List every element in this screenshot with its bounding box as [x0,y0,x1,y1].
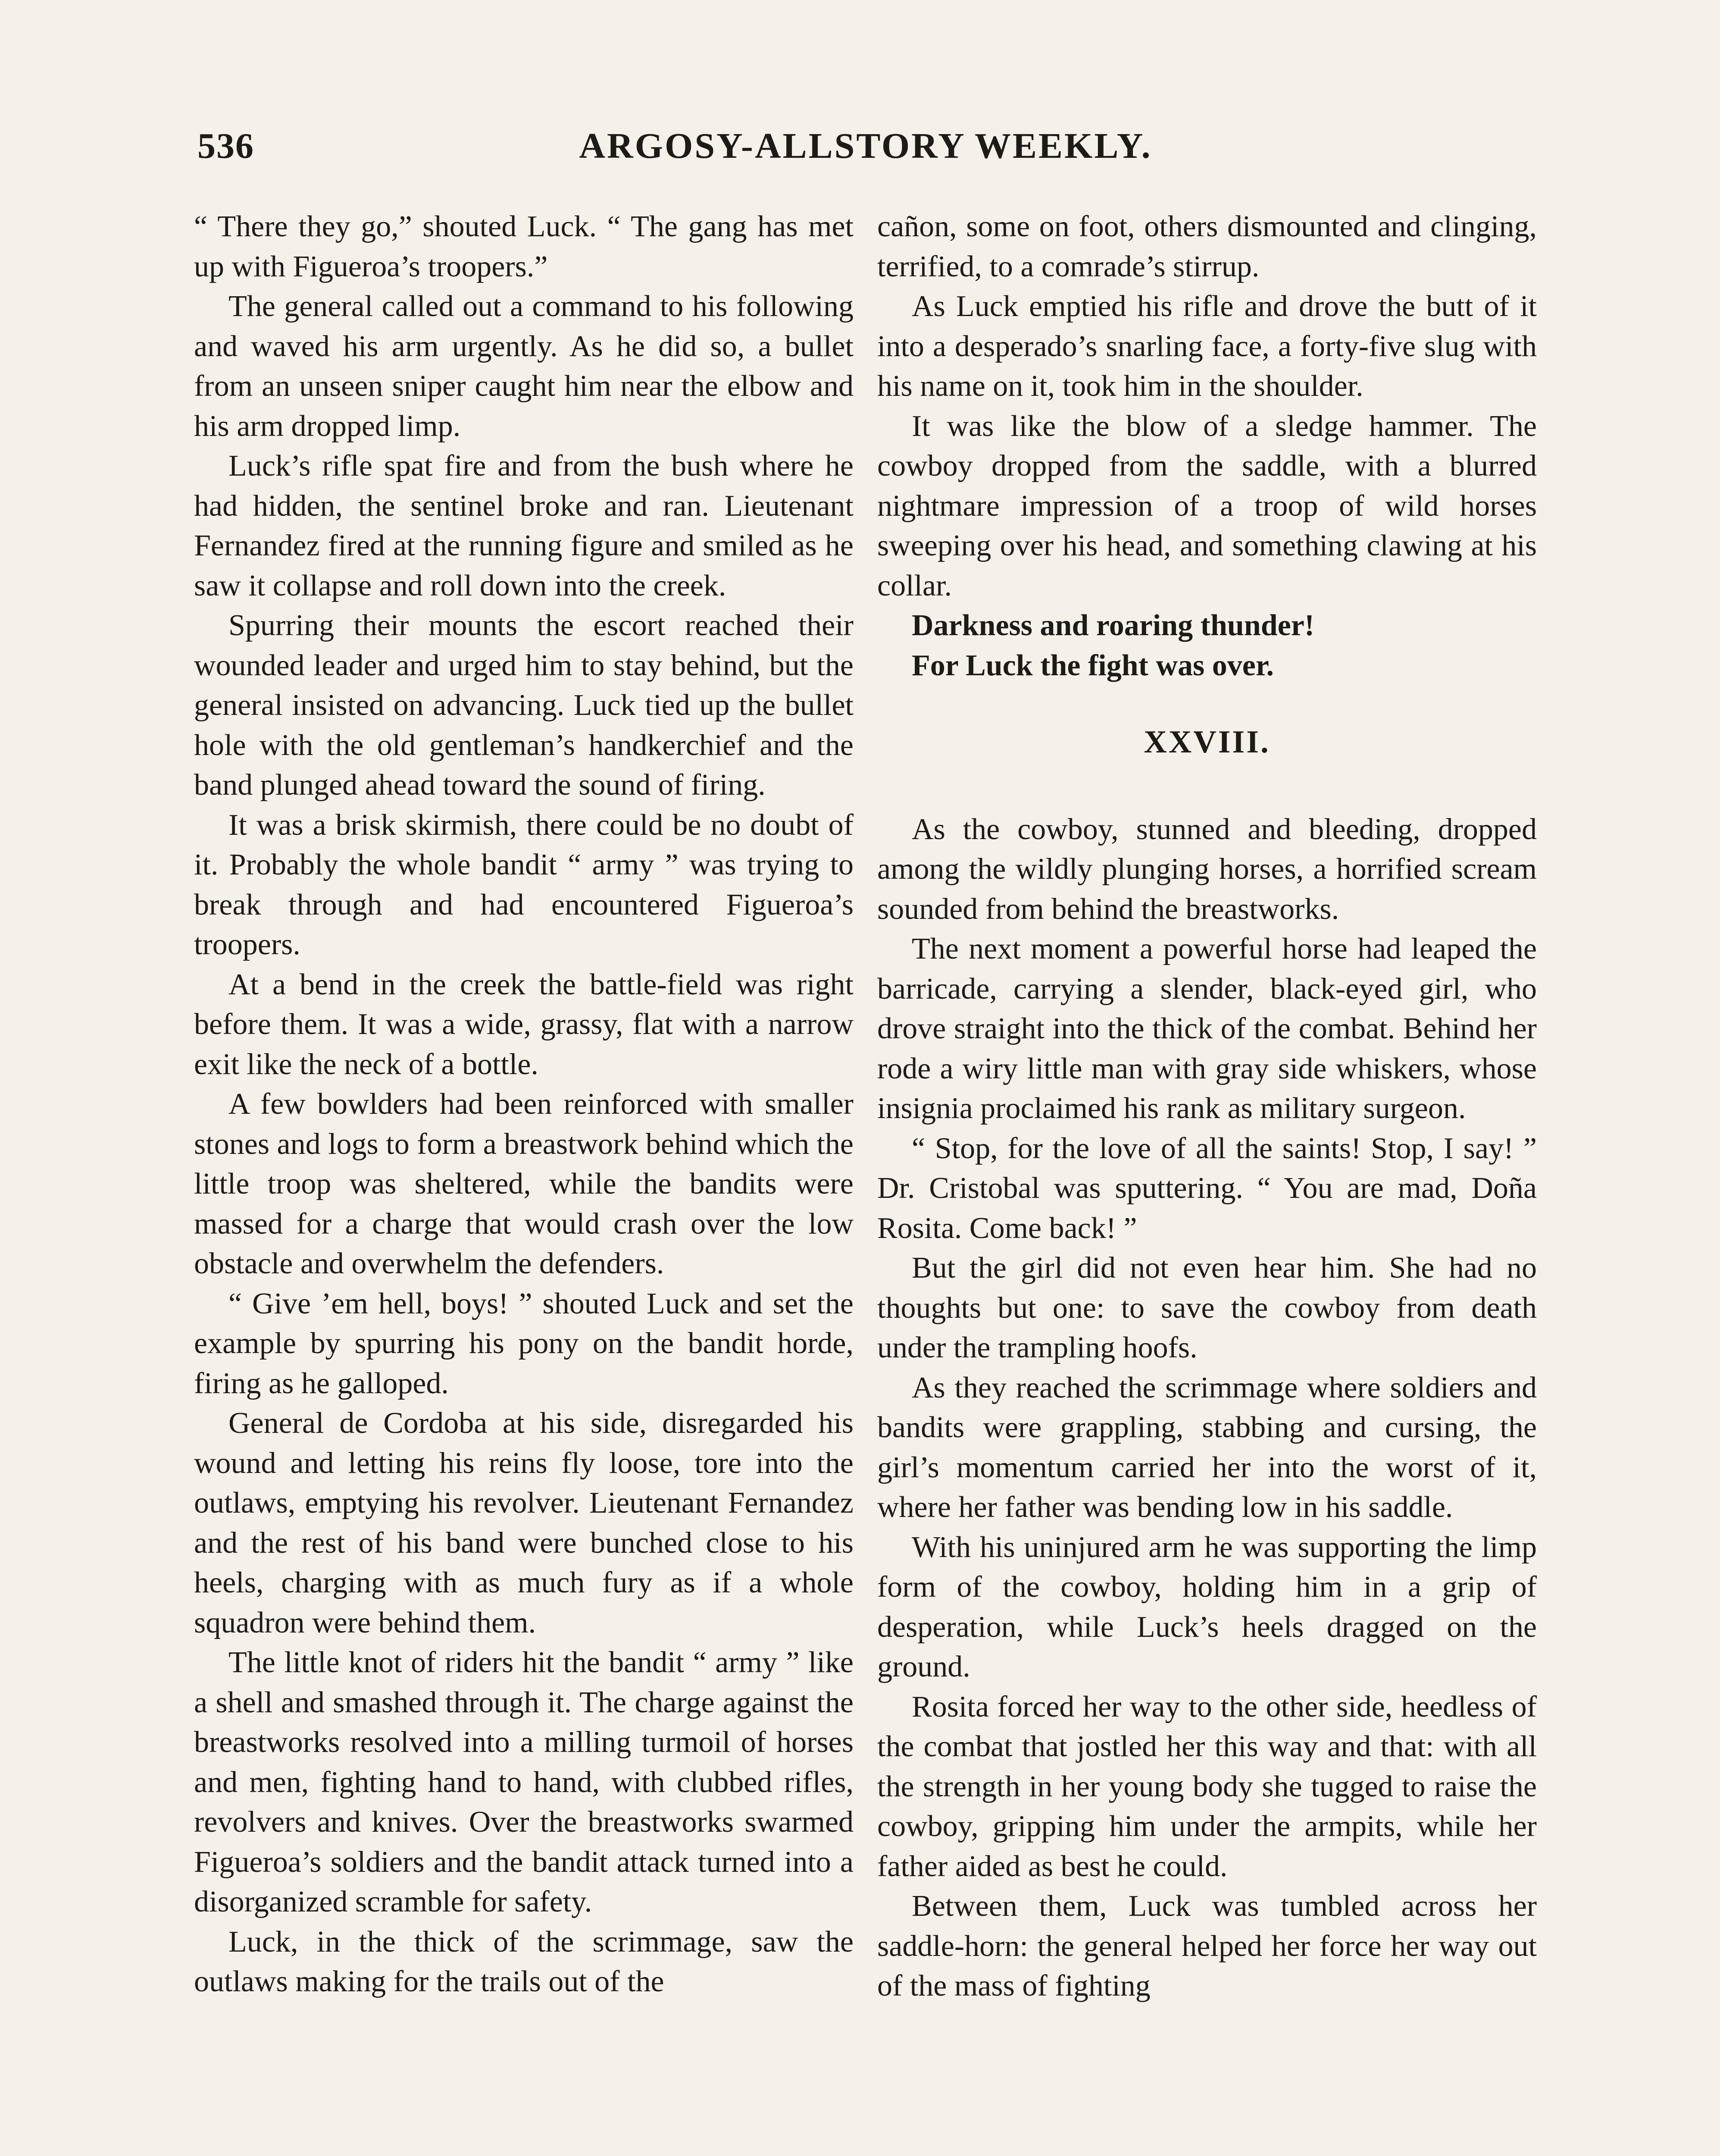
paragraph: General de Cordoba at his side, disregarded his wound and letting his reins fly loose, tore into the outlaws, emptying his revolver. Lieutenant Fernandez and the rest of his band were bunched close to his heels, charging with as much fury as if a whole squadron were behind them. [194,1407,854,1639]
paragraph: Spurring their mounts the escort reached their wounded leader and urged him to stay behind, but the general insisted on advancing. Luck tied up the bullet hole with the old gentleman’s handkerchief and the band plunged ahead toward the sound of firing. [194,609,854,802]
paragraph: The next moment a powerful horse had leaped the barricade, carrying a slender, black-eyed girl, who drove straight into the thick of the combat. Behind her rode a wiry little man with gray side whiskers, whose insignia proclaimed his rank as military surgeon. [877,932,1537,1125]
paragraph: “ There they go,” shouted Luck. “ The gang has met up with Figueroa’s troopers.” [194,210,854,283]
paragraph: At a bend in the creek the battle-field was right before them. It was a wide, grassy, flat with a narrow exit like the neck of a bottle. [194,968,854,1081]
paragraph: The little knot of riders hit the bandit “ army ” like a shell and smashed through it. The charge against the breastworks resolved into a milling turmoil of horses and men, fighting hand to hand, with clubbed rifles, revolvers and knives. Over the breastworks swarmed Figueroa’s soldiers and the bandit attack turned into a disorganized scramble for safety. [194,1646,854,1918]
left-column [194,207,854,2002]
paragraph: As the cowboy, stunned and bleeding, dropped among the wildly plunging horses, a horrified scream sounded from behind the breastworks. [877,812,1537,926]
chapter-heading: XXVIII. [1144,724,1270,760]
paragraph: Rosita forced her way to the other side, heedless of the combat that jostled her this way and that: with all the strength in her young body she tugged to raise the cowboy, gripping him under the armpits, while her father aided as best he could. [877,1690,1537,1883]
paragraph: Luck’s rifle spat fire and from the bush where he had hidden, the sentinel broke and ran. Lieutenant Fernandez fired at the running figure and smiled as he saw it collapse and roll down into the creek. [194,449,854,602]
paragraph: But the girl did not even hear him. She had no thoughts but one: to save the cowboy from death under the trampling hoofs. [877,1251,1537,1364]
paragraph: As they reached the scrimmage where soldiers and bandits were grappling, stabbing and cursing, the girl’s momentum carried her into the worst of it, where her father was bending low in his saddle. [877,1371,1537,1524]
page-header [197,125,1534,181]
paragraph: “ Give ’em hell, boys! ” shouted Luck and set the example by spurring his pony on the bandit horde, firing as he galloped. [194,1287,854,1400]
right-column [877,207,1537,2006]
paragraph: It was like the blow of a sledge hammer. The cowboy dropped from the saddle, with a blurred nightmare impression of a troop of wild horses sweeping over his head, and something clawing at his collar. [877,409,1537,602]
paragraph: Luck, in the thick of the scrimmage, saw the outlaws making for the trails out of the [194,1925,854,1998]
paragraph: A few bowlders had been reinforced with smaller stones and logs to form a breastwork behind which the little troop was sheltered, while the bandits were massed for a charge that would crash over the low obstacle and overwhelm the defenders. [194,1087,854,1280]
paragraph: It was a brisk skirmish, there could be no doubt of it. Probably the whole bandit “ army ” was trying to break through and had encountered Figueroa’s troopers. [194,808,854,961]
paragraph: “ Stop, for the love of all the saints! Stop, I say! ” Dr. Cristobal was sputtering. “ You are mad, Doña Rosita. Come back! ” [877,1131,1537,1245]
paragraph: Between them, Luck was tumbled across her saddle-horn: the general helped her force her way out of the mass of fighting [877,1890,1537,2002]
paragraph: With his uninjured arm he was supporting the limp form of the cowboy, holding him in a grip of desperation, while Luck’s heels dragged on the ground. [877,1530,1537,1683]
paragraph: As Luck emptied his rifle and drove the butt of it into a desperado’s snarling face, a forty-five slug with his name on it, took him in the shoulder. [877,290,1537,403]
paragraph: The general called out a command to his following and waved his arm urgently. As he did so, a bullet from an unseen sniper caught him near the elbow and his arm dropped limp. [194,290,854,443]
paragraph: cañon, some on foot, others dismounted and clinging, terrified, to a comrade’s stirrup. [877,210,1537,283]
page-number: 536 [197,126,254,166]
running-title: ARGOSY-ALLSTORY WEEKLY. [579,126,1152,166]
paragraph: Darkness and roaring thunder! [912,609,1315,642]
paragraph: For Luck the fight was over. [912,649,1274,682]
